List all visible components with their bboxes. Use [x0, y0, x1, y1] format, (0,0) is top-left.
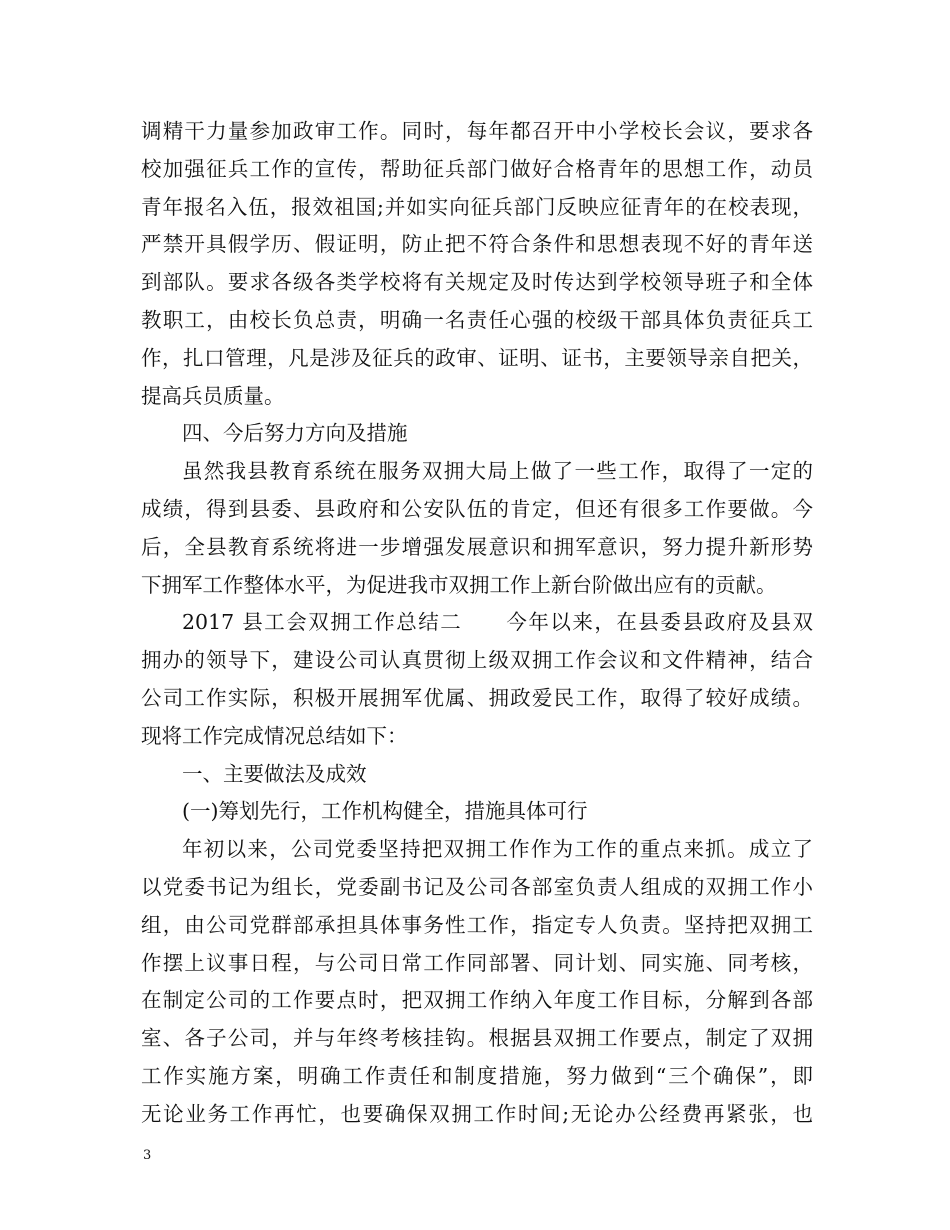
text-line: 校加强征兵工作的宣传，帮助征兵部门做好合格青年的思想工作，动员 — [141, 156, 813, 181]
body-text — [141, 113, 813, 1134]
paragraph-first-line: 虽然我县教育系统在服务双拥大局上做了一些工作，取得了一定的 — [182, 459, 813, 484]
text-line: 作摆上议事日程，与公司日常工作同部署、同计划、同实施、同考核， — [141, 950, 813, 975]
text-line: 公司工作实际，积极开展拥军优属、拥政爱民工作，取得了较好成绩。 — [141, 685, 813, 710]
text-line: 室、各子公司，并与年终考核挂钩。根据县双拥工作要点，制定了双拥 — [141, 1026, 813, 1051]
text-line: 提高兵员质量。 — [141, 383, 285, 408]
text-line: 教职工，由校长负总责，明确一名责任心强的校级干部具体负责征兵工 — [141, 307, 813, 332]
text-line: 组，由公司党群部承担具体事务性工作，指定专人负责。坚持把双拥工 — [141, 912, 813, 937]
text-line: 调精干力量参加政审工作。同时，每年都召开中小学校长会议，要求各 — [141, 119, 813, 143]
text-line: 严禁开具假学历、假证明，防止把不符合条件和思想表现不好的青年送 — [141, 232, 813, 257]
text-line: 青年报名入伍，报效祖国;并如实向征兵部门反映应征青年的在校表现， — [141, 194, 813, 219]
text-line: 以党委书记为组长，党委副书记及公司各部室负责人组成的双拥工作小 — [141, 874, 813, 899]
text-line: 无论业务工作再忙，也要确保双拥工作时间;无论办公经费再紧张，也 — [141, 1101, 813, 1126]
text-line: 现将工作完成情况总结如下： — [141, 723, 408, 748]
text-line: 拥办的领导下，建设公司认真贯彻上级双拥工作会议和文件精神，结合 — [141, 648, 813, 673]
text-line: 后，全县教育系统将进一步增强发展意识和拥军意识，努力提升新形势 — [141, 534, 813, 559]
paragraph-first-line: 年初以来，公司党委坚持把双拥工作作为工作的重点来抓。成立了 — [182, 837, 813, 862]
page-number: 3 — [143, 1148, 152, 1163]
text-line: 在制定公司的工作要点时，把双拥工作纳入年度工作目标，分解到各部 — [141, 988, 813, 1013]
text-line: 作，扎口管理，凡是涉及征兵的政审、证明、证书，主要领导亲自把关， — [141, 345, 813, 370]
paragraph-first-line: 2017 县工会双拥工作总结二 今年以来，在县委县政府及县双 — [182, 610, 813, 635]
text-line: 到部队。要求各级各类学校将有关规定及时传达到学校领导班子和全体 — [141, 270, 813, 295]
text-line: 下拥军工作整体水平，为促进我市双拥工作上新台阶做出应有的贡献。 — [141, 572, 777, 597]
section-heading: 一、主要做法及成效 — [182, 761, 367, 786]
section-heading: 四、今后努力方向及措施 — [182, 421, 408, 446]
text-line: 成绩，得到县委、县政府和公安队伍的肯定，但还有很多工作要做。今 — [141, 496, 813, 521]
subsection-heading: (一)筹划先行，工作机构健全，措施具体可行 — [182, 799, 588, 824]
text-line: 工作实施方案，明确工作责任和制度措施，努力做到“三个确保”，即 — [141, 1063, 813, 1088]
